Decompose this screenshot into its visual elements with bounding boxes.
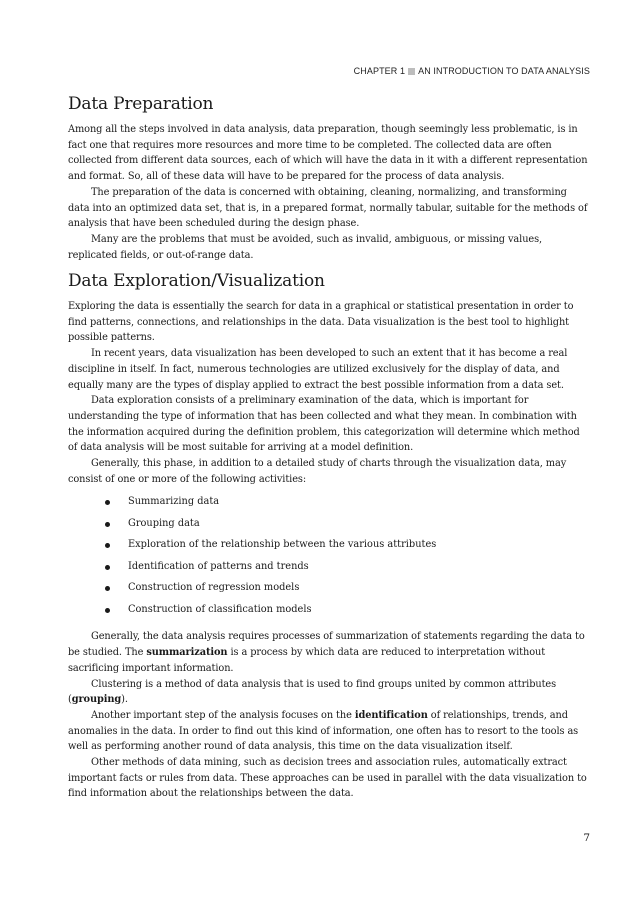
list-item: Identification of patterns and trends: [68, 559, 590, 581]
paragraph: Another important step of the analysis focuses on the identification of relationships, trends, and anomalies in the data. In order to find out this kind of information, one often has to resort to the tools as well as performing another round of data analysis, this time on the data visualization itself.: [68, 709, 579, 753]
chapter-label: CHAPTER 1: [353, 66, 406, 76]
chapter-title: AN INTRODUCTION TO DATA ANALYSIS: [418, 66, 590, 76]
bullet-icon: [105, 500, 110, 505]
bullet-icon: [105, 565, 110, 570]
page-number: 7: [583, 832, 590, 844]
term-summarization: summarization: [146, 647, 228, 659]
list-item: Construction of regression models: [68, 580, 590, 602]
section-heading: Data Preparation: [68, 94, 214, 114]
paragraph: Exploring the data is essentially the search for data in a graphical or statistical presentation in order to find patterns, connections, and relationships in the data. Data visualization is the best tool to highlight possible patterns.: [68, 301, 574, 344]
bullet-icon: [105, 522, 110, 527]
section-data-exploration: [68, 271, 590, 802]
paragraph: Many are the problems that must be avoided, such as invalid, ambiguous, or missing values, replicated fields, or out-of-range data.: [68, 233, 543, 261]
section-data-preparation: [68, 94, 590, 263]
paragraph: Among all the steps involved in data analysis, data preparation, though seemingly less problematic, is in fact one that requires more resources and more time to be completed. The collected data are often collected from different data sources, each of which will have the data in it with a different representation and format. So, all of these data will have to be prepared for the process of data analysis.: [68, 124, 588, 183]
bullet-icon: [105, 586, 110, 591]
book-page: [68, 0, 590, 911]
paragraph: Data exploration consists of a preliminary examination of the data, which is important for understanding the type of information that has been collected and what they mean. In combination with the information acquired during the definition problem, this categorization will determine which method of data analysis will be most suitable for arriving at a model definition.: [68, 395, 580, 454]
running-header: [354, 66, 590, 76]
term-grouping: grouping: [71, 694, 122, 706]
paragraph: Other methods of data mining, such as decision trees and association rules, automatically extract important facts or rules from data. These approaches can be used in parallel with the data visualization to find information about the relationships between the data.: [68, 757, 587, 800]
paragraph: Clustering is a method of data analysis that is used to find groups united by common attributes (grouping).: [68, 678, 557, 706]
list-item: Grouping data: [68, 516, 590, 538]
list-item: Exploration of the relationship between the various attributes: [68, 537, 590, 559]
bullet-icon: [105, 608, 110, 613]
term-identification: identification: [354, 709, 428, 721]
activities-list: [68, 494, 590, 623]
list-item: Summarizing data: [68, 494, 590, 516]
paragraph: Generally, this phase, in addition to a detailed study of charts through the visualization data, may consist of one or more of the following activities:: [68, 458, 567, 485]
paragraph: In recent years, data visualization has been developed to such an extent that it has become a real discipline in itself. In fact, numerous technologies are utilized exclusively for the display of data, and equally many are the types of display applied to extract the best possible information from a data set.: [68, 348, 568, 391]
paragraph: The preparation of the data is concerned with obtaining, cleaning, normalizing, and transforming data into an optimized data set, that is, in a prepared format, normally tabular, suitable for the methods of analysis that have been scheduled during the design phase.: [68, 186, 588, 230]
header-separator: [408, 68, 415, 75]
section-heading: Data Exploration/Visualization: [68, 271, 325, 291]
paragraph: Generally, the data analysis requires processes of summarization of statements regarding the data to be studied. The summarization is a process by which data are reduced to interpretation without sacrificing important information.: [68, 631, 585, 674]
bullet-icon: [105, 543, 110, 548]
list-item: Construction of classification models: [68, 602, 590, 624]
